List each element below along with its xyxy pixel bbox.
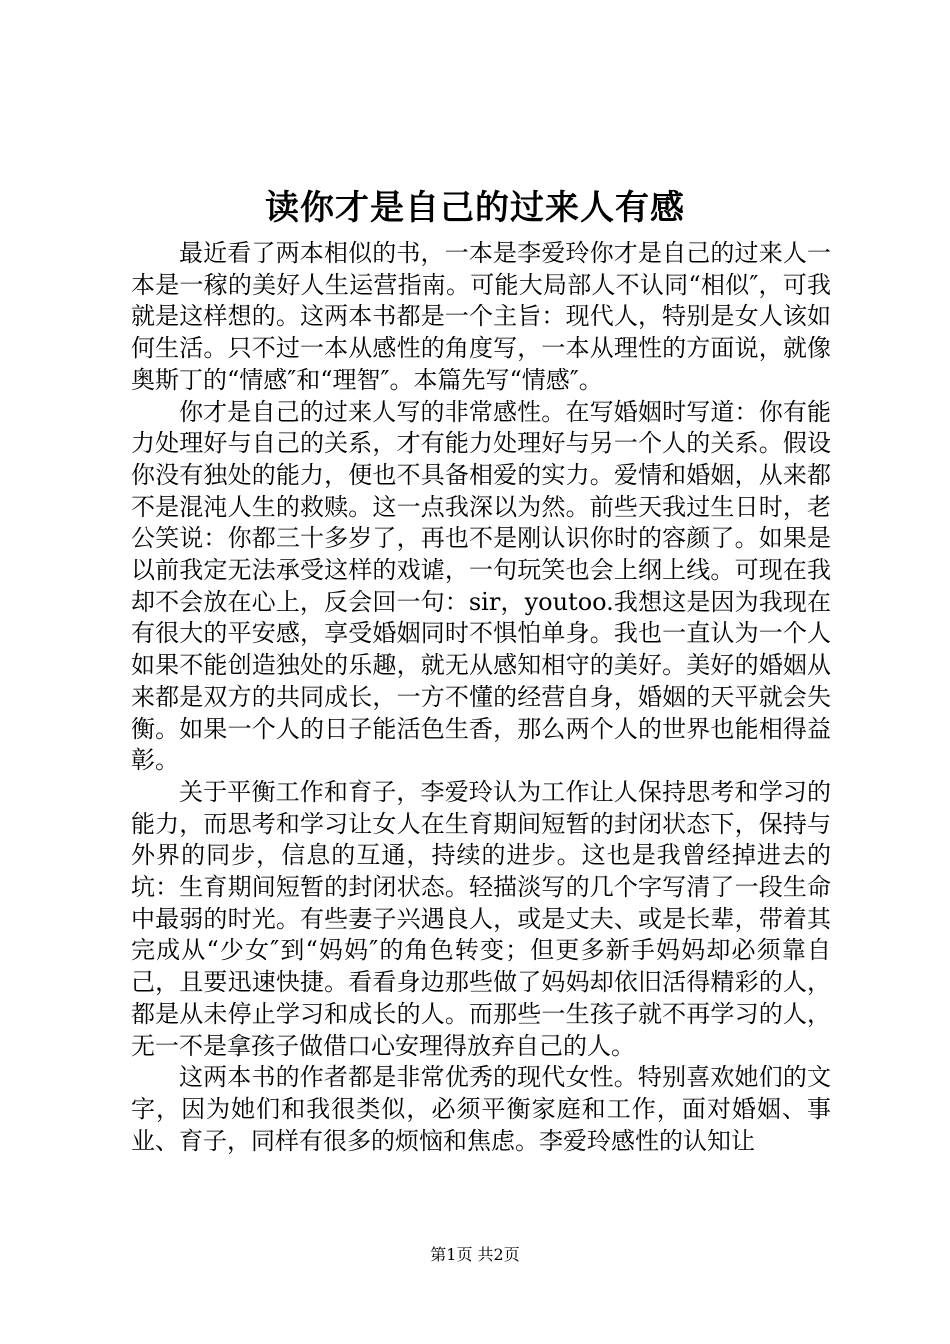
document-title: 读你才是自己的过来人有感 bbox=[265, 188, 685, 228]
paragraph: 关于平衡工作和育子，李爱玲认为工作让人保持思考和学习的能力，而思考和学习让女人在生育期间短暂的封闭状态下，保持与外界的同步，信息的互通，持续的进步。这也是我曾经掉进去的坑：生育期间短暂的封闭状态。轻描淡写的几个字写清了一段生命中最弱的时光。有些妻子兴遇良人，或是丈夫、或是长辈，带着其完成从“少女″到“妈妈″的角色转变；但更多新手妈妈却必须靠自己，且要迅速快捷。看看身边那些做了妈妈却依旧活得精彩的人，都是从未停止学习和成长的人。而那些一生孩子就不再学习的人，无一不是拿孩子做借口心安理得放弃自己的人。 bbox=[131, 777, 831, 1060]
paragraph: 最近看了两本相似的书，一本是李爱玲你才是自己的过来人一本是一稼的美好人生运营指南。可能大局部人不认同“相似″，可我就是这样想的。这两本书都是一个主旨：现代人，特别是女人该如何生活。只不过一本从感性的角度写，一本从理性的方面说，就像奥斯丁的“情感″和“理智″。本篇先写“情感″。 bbox=[131, 239, 831, 394]
paragraph: 你才是自己的过来人写的非常感性。在写婚姻时写道：你有能力处理好与自己的关系，才有能力处理好与另一个人的关系。假设你没有独处的能力，便也不具备相爱的实力。爱情和婚姻，从来都不是混沌人生的救赎。这一点我深以为然。前些天我过生日时，老公笑说：你都三十多岁了，再也不是刚认识你时的容颜了。如果是以前我定无法承受这样的戏谑，一句玩笑也会上纲上线。可现在我却不会放在心上，反会回一句：sir，youtoo.我想这是因为我现在有很大的平安感，享受婚姻同时不惧怕单身。我也一直认为一个人如果不能创造独处的乐趣，就无从感知相守的美好。美好的婚姻从来都是双方的共同成长，一方不懂的经营自身，婚姻的天平就会失衡。如果一个人的日子能活色生香，那么两个人的世界也能相得益彰。 bbox=[131, 397, 831, 775]
document-body bbox=[131, 238, 831, 1188]
paragraph: 这两本书的作者都是非常优秀的现代女性。特别喜欢她们的文字，因为她们和我很类似，必须平衡家庭和工作，面对婚姻、事业、育子，同样有很多的烦恼和焦虑。李爱玲感性的认知让 bbox=[131, 1063, 831, 1155]
page-footer: 第1页 共2页 bbox=[430, 1245, 520, 1264]
